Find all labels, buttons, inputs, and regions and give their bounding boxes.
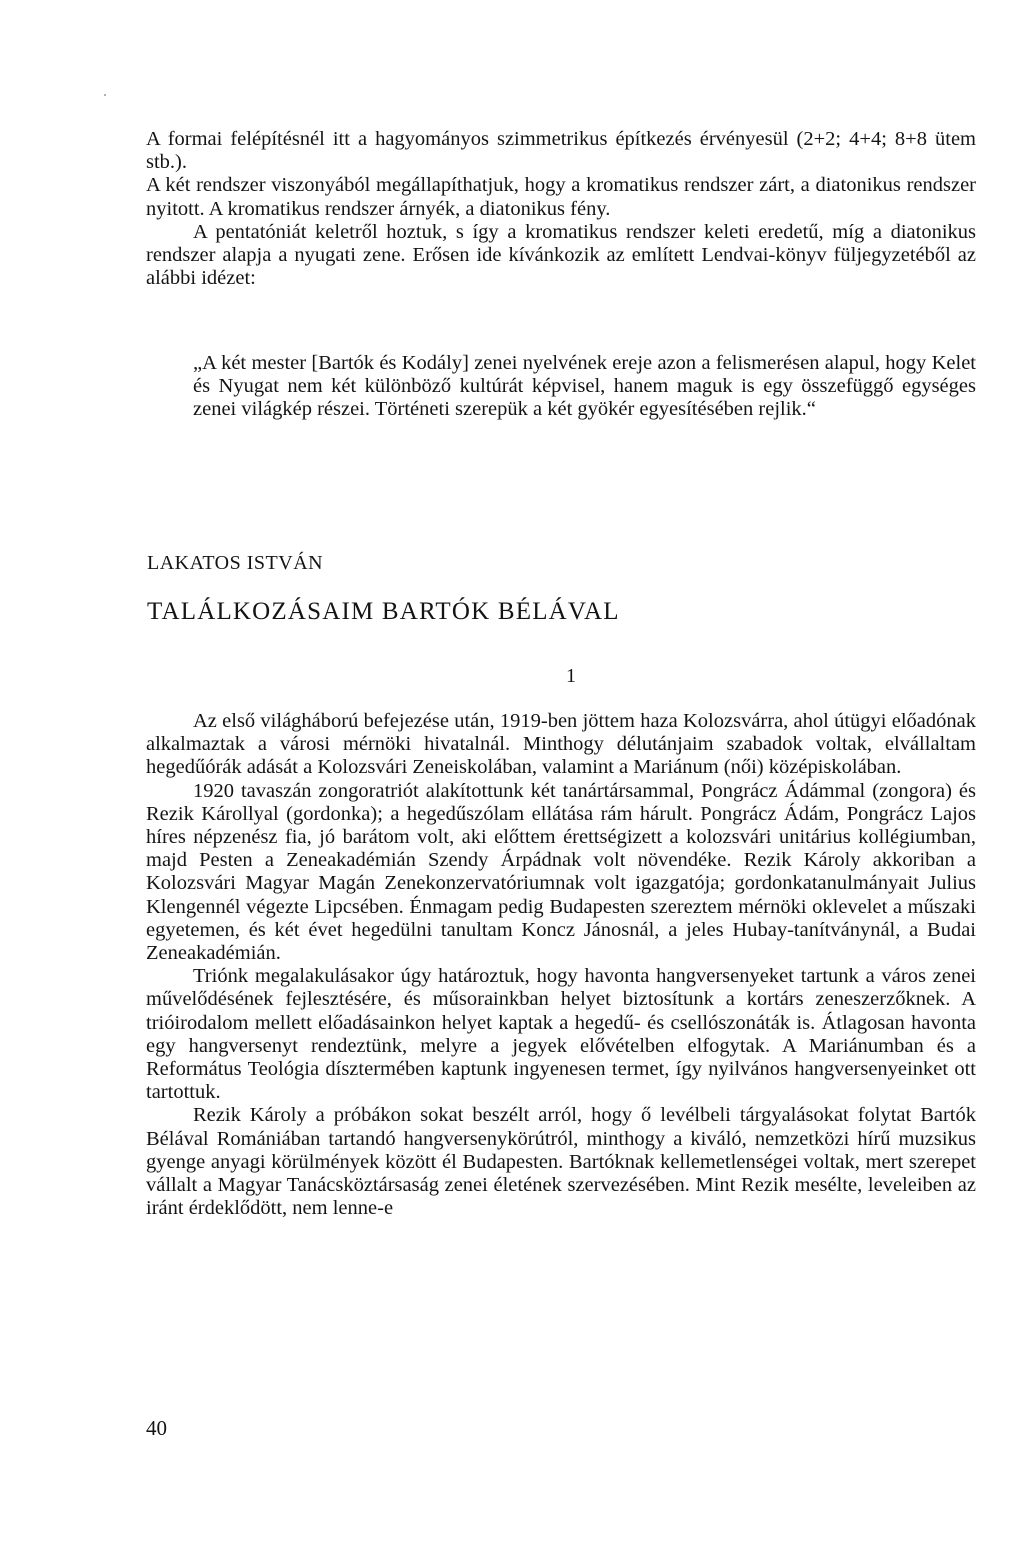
section-number: 1: [566, 665, 576, 687]
paragraph-meter: A formai felépítésnél itt a hagyományos szimmetrikus építkezés érvényesül (2+2; 4+4; 8+8 ütem stb.).: [146, 128, 976, 174]
quotation-text: „A két mester [Bartók és Kodály] zenei nyelvének ereje azon a felismerésen alapul, hogy Kelet és Nyugat nem két különböző kultúrát képvisel, hanem maguk is egy összefüggő egységes zenei világkép részei. Történeti szerepük a két gyökér egyesítésében rejlik.“: [193, 352, 976, 421]
paragraph-pentatonic: A pentatóniát keletről hoztuk, s így a kromatikus rendszer keleti eredetű, míg a diatonikus rendszer alapja a nyugati zene. Erősen ide kívánkozik az említett Lendvai-könyv füljegyzetéből az alábbi idézet:: [146, 220, 976, 290]
quotation-block: [193, 352, 976, 422]
paragraph-1919: Az első világháború befejezése után, 1919-ben jöttem haza Kolozsvárra, ahol útügyi előadónak alkalmaztak a városi mérnöki hivatalnál. Minthogy délutánjaim szabadok voltak, elvállaltam hegedűórák adását a Kolozsvári Zeneiskolában, valamint a Mariánum (női) középiskolában.: [146, 710, 976, 779]
paragraph-1920: 1920 tavaszán zongoratriót alakítottunk két tanártársammal, Pongrácz Ádámmal (zongora) és Rezik Károllyal (gordonka); a hegedűszólam ellátása rám hárult. Pongrácz Ádám, Pongrácz Lajos híres népzenész fia, jó barátom volt, aki előttem érettségizett a kolozsvári unitárius kollégiumban, majd Pesten a Zeneakadémián Szendy Árpádnak volt növendéke. Rezik Károly akkoriban a Kolozsvári Magyar Magán Zenekonzervatóriumnak volt igazgatója; gordonkatanulmányait Julius Klengennél végezte Lipcsében. Énmagam pedig Budapesten szereztem mérnöki oklevelet a műszaki egyetemen, és két évet hegedülni tanultam Koncz Jánosnál, a jeles Hubay-tanítványnál, a Budai Zeneakadémián.: [146, 779, 976, 965]
paragraph-systems: A két rendszer viszonyából megállapíthatjuk, hogy a kromatikus rendszer zárt, a diatonikus rendszer nyitott. A kromatikus rendszer árnyék, a diatonikus fény.: [146, 174, 976, 220]
article-author: LAKATOS ISTVÁN: [147, 552, 324, 574]
body-text-block: [146, 710, 976, 1220]
top-text-block: [146, 128, 976, 290]
scan-speck: [104, 94, 106, 96]
paragraph-rezik: Rezik Károly a próbákon sokat beszélt arról, hogy ő levélbeli tárgyalásokat folytat Bartók Bélával Romániában tartandó hangversenykörútról, minthogy a kiváló, nemzetközi hírű muzsikus gyenge anyagi körülmények között él Budapesten. Bartóknak kellemetlenségei voltak, mert szerepet vállalt a Magyar Tanácsköztársaság zenei életének szervezésében. Mint Rezik mesélte, leveleiben az iránt érdeklődött, nem lenne-e: [146, 1104, 976, 1220]
paragraph-trio: Triónk megalakulásakor úgy határoztuk, hogy havonta hangversenyeket tartunk a város zenei művelődésének fejlesztésére, és műsorainkban helyet biztosítunk a kortárs zeneszerzőknek. A trióirodalom mellett előadásainkon helyet kaptak a hegedű- és csellószonáták is. Átlagosan havonta egy hangversenyt rendeztünk, melyre a jegyek elővételben elfogytak. A Mariánumban és a Református Teológia dísztermében kaptunk ingyenesen termet, így nyilvános hangversenyeinket ott tartottuk.: [146, 965, 976, 1104]
page-number: 40: [146, 1416, 167, 1440]
article-title: TALÁLKOZÁSAIM BARTÓK BÉLÁVAL: [147, 598, 620, 625]
